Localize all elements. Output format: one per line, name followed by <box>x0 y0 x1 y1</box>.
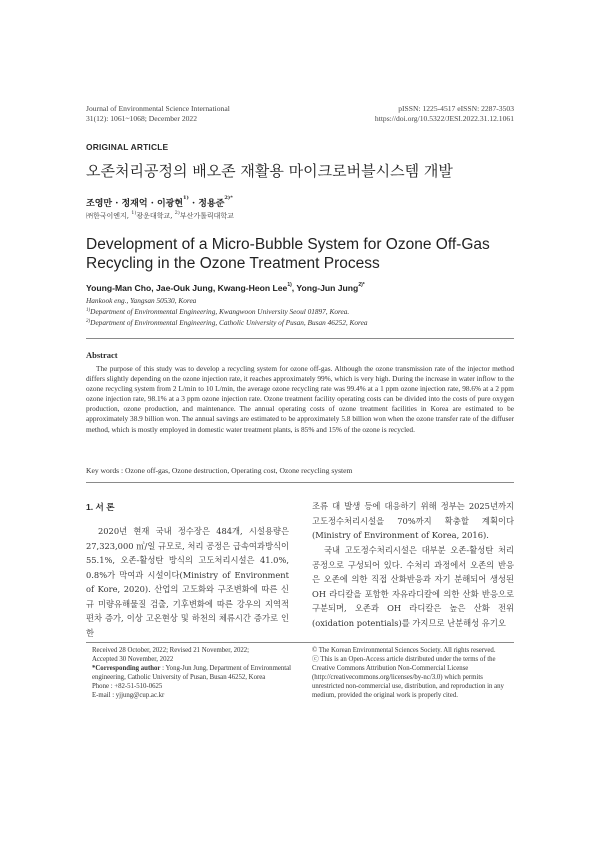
keywords: Key words : Ozone off-gas, Ozone destruction, Operating cost, Ozone recycling system <box>86 466 353 475</box>
footer-left <box>92 647 292 700</box>
footer-corresponding <box>92 665 292 683</box>
footer-rule <box>86 642 514 643</box>
footer-corr-label: *Corresponding author <box>92 664 161 672</box>
footer-phone: Phone : +82-51-510-0625 <box>92 682 163 690</box>
journal-volume: 31(12): 1061~1068; December 2022 <box>86 114 198 123</box>
english-affil-1-text: Department of Environmental Engineering, Kwangwoon University Seoul 01897, Korea. <box>90 307 350 316</box>
journal-doi[interactable]: https://doi.org/10.5322/JESI.2022.31.12.1061 <box>374 114 514 123</box>
abstract-heading: Abstract <box>86 350 118 360</box>
korean-authors-last: · 정용준 <box>188 199 225 209</box>
english-title: Development of a Micro-Bubble System for Ozone Off-Gas Recycling in the Ozone Treatment Process <box>86 236 490 272</box>
english-authors-main: Young-Man Cho, Jae-Ouk Jung, Kwang-Heon Lee <box>86 283 288 293</box>
korean-affil-sup-1: 1) <box>131 210 137 216</box>
english-affil-0: Hankook eng., Yangsan 50530, Korea <box>86 296 197 305</box>
english-affil-1-sup: 1) <box>86 308 91 313</box>
korean-affil-3: 부산가톨릭대학교 <box>179 212 234 220</box>
korean-authors-main: 조영만 · 정재억 · 이광현 <box>86 199 184 209</box>
footer-email[interactable]: E-mail : yjjung@cup.ac.kr <box>92 691 165 699</box>
english-affil-1 <box>86 307 349 317</box>
footer-accepted: Accepted 30 November, 2022 <box>92 655 174 663</box>
korean-affil-2: 광운대학교, <box>136 212 175 220</box>
english-affil-2 <box>86 318 368 328</box>
korean-authors <box>86 196 233 209</box>
footer-corr-text: : Yong-Jun Jung, Department of Environmental engineering, Catholic University of Pusan, Busan 46252, Korea <box>92 664 292 681</box>
abstract-top-rule <box>86 338 514 339</box>
korean-author-sup-2: 2)* <box>224 195 233 201</box>
section-1-right-paragraph-2: 국내 고도정수처리시설은 대부분 오존-활성탄 처리 공정으로 구성되어 있다. 수처리 과정에서 오존의 반응은 오존에 의한 직접 산화반응과 자기 분해되어 생성된 OH 라디칼을 포함한 자유라디칼에 의한 산화 반응으로 구분되며, 오존과 OH 라디칼은 높은 산화 전위(oxidation potentials)를 가지므로 난분해성 유기오 <box>312 545 514 628</box>
section-1-left-column: 2020년 현재 국내 정수장은 484개, 시설용량은 27,323,000 ㎥/일 규모로, 처리 공정은 급속여과방식이 55.1%, 오존-활성탄 방식의 고도처리시설은 41.0%, 0.8%가 막여과 시설이다(Ministry of Environment of Kore, 2020). 산업의 고도화와 구조변화에 따른 신규 미량유해물질 검출, 기후변화에 따른 강우의 지역적 편차 증가, 이상 고온현상 및 하천의 체류시간 증가로 인한 <box>86 526 289 638</box>
abstract-bottom-rule <box>86 482 514 483</box>
journal-name: Journal of Environmental Science International <box>86 104 230 113</box>
article-type-label: ORIGINAL ARTICLE <box>86 142 169 152</box>
english-authors-last: , Yong-Jun Jung <box>291 283 359 293</box>
korean-title: 오존처리공정의 배오존 재활용 마이크로버블시스템 개발 <box>86 162 453 180</box>
english-authors <box>86 283 365 293</box>
footer-received: Received 28 October, 2022; Revised 21 November, 2022; <box>92 647 250 654</box>
footer-copyright: © The Korean Environmental Sciences Society. All rights reserved. <box>312 647 496 654</box>
section-1-right-paragraph-1: 조류 대 발생 등에 대응하기 위해 정부는 2025년까지 고도정수처리시설을 70%까지 확충할 계획이다(Ministry of Environment of Korea, 2016). <box>312 501 514 540</box>
english-affil-2-sup: 2) <box>86 319 91 324</box>
section-1-heading: 1. 서 론 <box>86 502 115 512</box>
footer-license: ⓒ This is an Open-Access article distributed under the terms of the Creative Commons Attribution Non-Commercial License (http://creativecommons.org/licenses/by-nc/3.0) which permits unrestricted non-commercial use, distribution, and reproduction in any medium, provided the original work is properly cited. <box>312 655 504 699</box>
journal-issn: pISSN: 1225-4517 eISSN: 2287-3503 <box>398 104 514 113</box>
korean-affil-sup-2: 2) <box>174 210 180 216</box>
english-affil-2-text: Department of Environmental Engineering, Catholic University of Pusan, Busan 46252, Korea <box>90 318 368 327</box>
korean-affiliations <box>86 211 234 221</box>
english-author-sup-2: 2)* <box>358 282 365 288</box>
english-author-sup-1: 1) <box>287 282 292 288</box>
korean-author-sup-1: 1) <box>183 195 189 201</box>
korean-affil-1: ㈜한국이엔지, <box>86 212 132 220</box>
abstract-body: The purpose of this study was to develop a recycling system for ozone off-gas. Although the ozone transmission rate of the injector method differs slightly depending on the ozone injection rate, it reaches approximately 99%, which is very high. During the increase in water inflow to the ozone recycling system from 2 L/min to 10 L/min, the average ozone recycling rate was 99.4% at a 1 ppm ozone injection rate, 98.6% at a 2 ppm ozone injection rate, 98.1% at a 3 ppm ozone injection rate. Ozone treatment facility operating costs can be divided into the costs of pure oxygen production, ozone production, and maintenance. The annual operating costs of ozone treatment facilities in Korea are estimated to be approximately 38.9 billion won. The annual savings are estimated to be approximately 5.8 billion won when the ozone transfer rate of the diffuser method, which is mostly employed in domestic water treatment plants, is 85% and 15% of the ozone is recycled. <box>86 364 514 434</box>
footer-right <box>312 647 512 700</box>
